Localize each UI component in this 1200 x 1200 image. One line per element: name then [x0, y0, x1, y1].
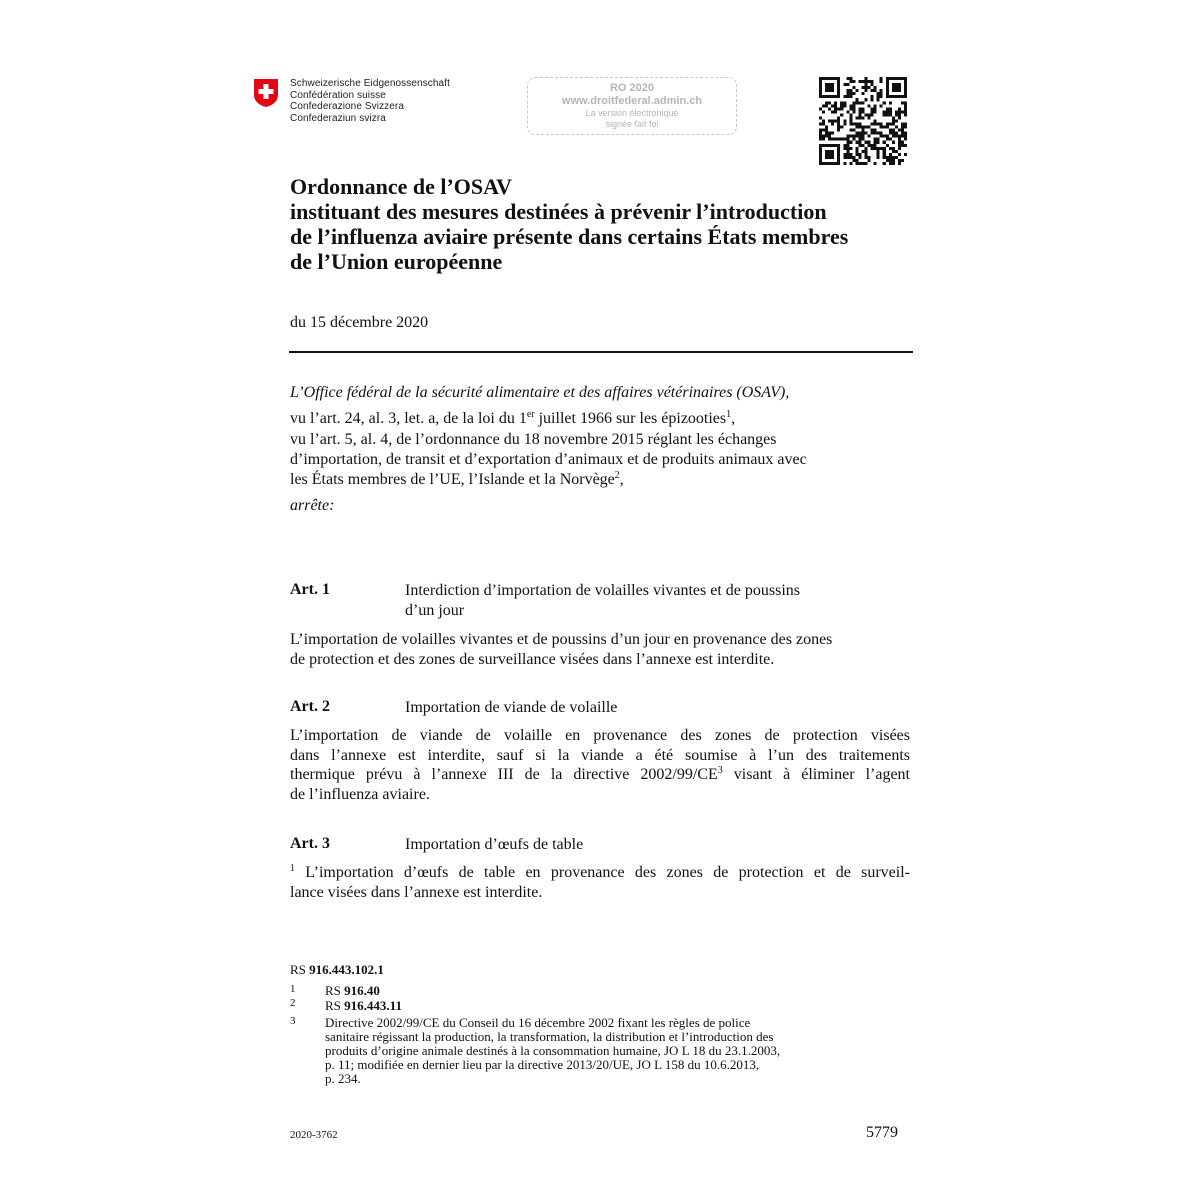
- preamble-line: [290, 409, 735, 429]
- confed-name-fr: Confédération suisse: [290, 89, 386, 101]
- footnote-number: 3: [290, 1015, 296, 1027]
- footnote-line: sanitaire régissant la production, la transformation, la distribution et l’introduction des: [325, 1029, 774, 1044]
- title-divider: [289, 351, 913, 353]
- document-title: [290, 174, 930, 274]
- article-body-text: L’importation d’œufs de table en provenance des zones de protection et de surveil-: [295, 864, 910, 881]
- footnote-ref-2[interactable]: 2: [614, 470, 620, 481]
- preamble-text: les États membres de l’UE, l’Islande et la Norvège: [290, 471, 615, 488]
- footnote-text: RS: [325, 998, 345, 1013]
- stamp-url[interactable]: www.droitfederal.admin.ch: [561, 95, 703, 107]
- document-reference: 2020-3762: [290, 1129, 338, 1141]
- article-title-line: Importation de viande de volaille: [405, 699, 618, 716]
- footnote-number: 1: [290, 983, 296, 995]
- article-title-line: d’un jour: [405, 602, 465, 619]
- electronic-signature-stamp: [527, 77, 737, 135]
- article-body: [290, 726, 910, 804]
- stamp-note-2: signée fait foi: [605, 118, 659, 129]
- article-body-line: de protection et des zones de surveillance visées dans l’annexe est interdite.: [290, 650, 775, 668]
- stamp-note-1: La version électronique: [585, 108, 679, 118]
- stamp-ro: RO 2020: [609, 82, 655, 94]
- footnote-line: p. 234.: [325, 1071, 361, 1086]
- article-title: [405, 698, 905, 718]
- article-body-line: [290, 765, 910, 785]
- footnote-3: [325, 1016, 905, 1086]
- preamble-text: ,: [619, 471, 624, 488]
- article-body-line: L’importation de viande de volaille en provenance des zones de protection visées: [290, 727, 910, 744]
- preamble-text: vu l’art. 24, al. 3, let. a, de la loi du 1: [290, 410, 527, 427]
- article-body-line: [290, 863, 910, 883]
- confed-name-de: Schweizerische Eidgenossenschaft: [290, 78, 450, 89]
- title-line: de l’Union européenne: [290, 249, 503, 274]
- document-date: du 15 décembre 2020: [290, 314, 429, 331]
- footnote-1: [325, 984, 905, 998]
- footnote-rs-ref[interactable]: 916.40: [344, 983, 380, 998]
- preamble-text: ,: [731, 410, 736, 427]
- confederation-names: [290, 78, 450, 124]
- footnote-2: [325, 999, 905, 1013]
- rs-number: 916.443.102.1: [309, 962, 384, 977]
- paragraph-number: 1: [290, 863, 295, 874]
- article-title: [405, 581, 905, 621]
- article-title-line: Interdiction d’importation de volailles vivantes et de poussins: [405, 582, 801, 599]
- preamble-line: d’importation, de transit et d’exportation d’animaux et de produits animaux avec: [290, 451, 807, 468]
- article-body-line: de l’influenza aviaire.: [290, 785, 430, 803]
- article-body-line: L’importation de volailles vivantes et de poussins d’un jour en provenance des zones: [290, 631, 833, 648]
- article-body-text: thermique prévu à l’annexe III de la directive 2002/99/CE: [290, 766, 718, 783]
- superscript: er: [526, 409, 535, 420]
- article-body-text: visant à éliminer l’agent: [722, 766, 910, 783]
- footnote-rs-ref[interactable]: 916.443.11: [344, 998, 402, 1013]
- article-number: Art. 2: [290, 698, 330, 715]
- preamble-text: juillet 1966 sur les épizooties: [534, 410, 727, 427]
- article-number: Art. 1: [290, 581, 330, 598]
- rs-prefix: RS: [290, 962, 310, 977]
- confed-name-rm: Confederaziun svizra: [290, 112, 386, 124]
- page-number: 5779: [866, 1124, 898, 1141]
- preamble-line: [290, 470, 624, 490]
- classification-number: [290, 963, 384, 977]
- article-title: [405, 835, 905, 855]
- footnote-number: 2: [290, 997, 296, 1009]
- footnote-ref-1[interactable]: 1: [726, 409, 732, 420]
- footnote-line: p. 11; modifiée en dernier lieu par la directive 2013/20/UE, JO L 158 du 10.6.2013,: [325, 1057, 760, 1072]
- footnote-text: RS: [325, 983, 345, 998]
- title-line: Ordonnance de l’OSAV: [290, 174, 513, 199]
- footnote-ref-3[interactable]: 3: [717, 765, 723, 776]
- swiss-cross-icon: [253, 78, 279, 108]
- qr-code-icon: [819, 77, 907, 165]
- article-body: [290, 630, 910, 669]
- confed-name-it: Confederazione Svizzera: [290, 101, 405, 112]
- preamble-authority: L’Office fédéral de la sécurité alimentaire et des affaires vétérinaires (OSAV),: [290, 384, 790, 401]
- preamble-line: vu l’art. 5, al. 4, de l’ordonnance du 18 novembre 2015 réglant les échanges: [290, 431, 777, 448]
- footnote-line: Directive 2002/99/CE du Conseil du 16 décembre 2002 fixant les règles de police: [325, 1015, 751, 1030]
- footnote-line: produits d’origine animale destinés à la consommation humaine, JO L 18 du 23.1.2003,: [325, 1043, 781, 1058]
- article-body: [290, 863, 910, 902]
- title-line: instituant des mesures destinées à prévenir l’introduction: [290, 199, 827, 224]
- article-number: Art. 3: [290, 835, 330, 852]
- article-body-line: lance visées dans l’annexe est interdite.: [290, 883, 543, 901]
- preamble-decrees: arrête:: [290, 497, 335, 514]
- article-body-line: dans l’annexe est interdite, sauf si la viande a été soumise à l’un des traitements: [290, 746, 910, 764]
- article-title-line: Importation d’œufs de table: [405, 836, 584, 853]
- title-line: de l’influenza aviaire présente dans certains États membres: [290, 224, 849, 249]
